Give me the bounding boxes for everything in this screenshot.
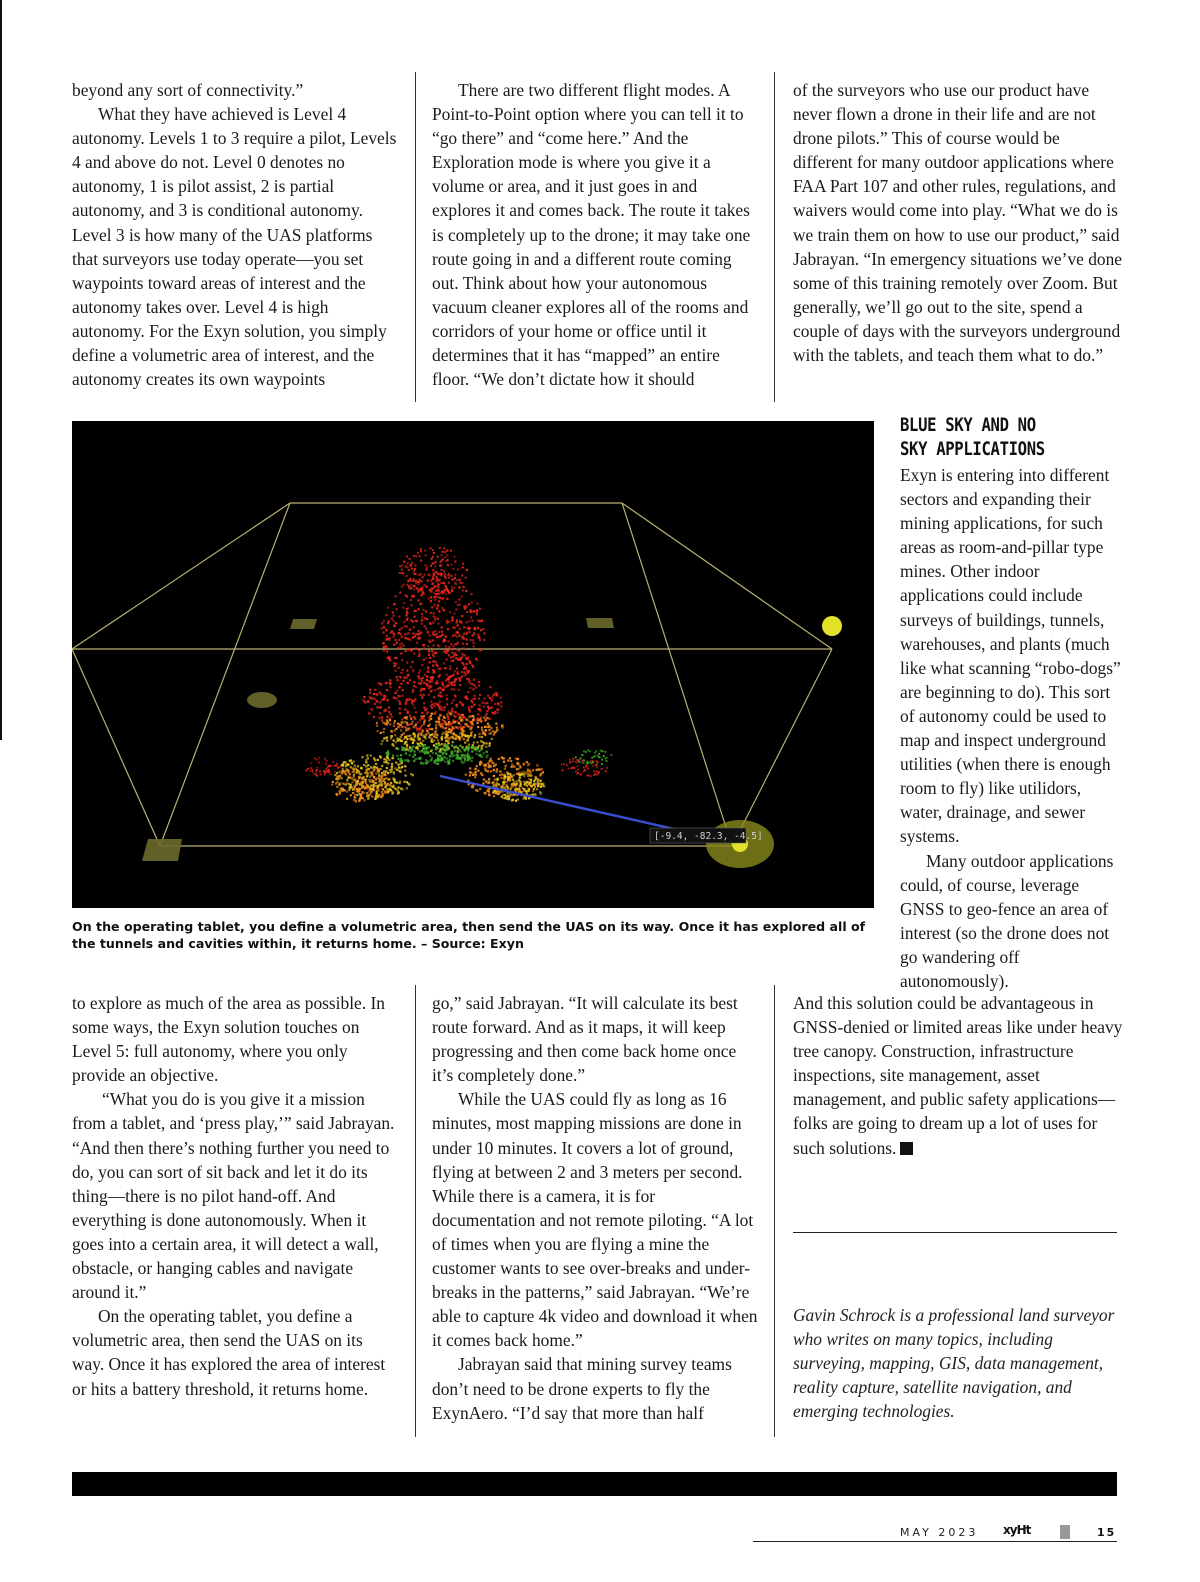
publication-logo: xyHt xyxy=(1003,1523,1031,1537)
coordinate-readout: [-9.4, -82.3, -4.5] xyxy=(654,831,763,842)
paragraph xyxy=(793,991,1123,1160)
section-heading: BLUE SKY AND NO SKY APPLICATIONS xyxy=(900,414,1045,460)
point-cloud-scan xyxy=(305,547,612,803)
home-position-marker xyxy=(706,820,774,868)
article-column-bottom-middle xyxy=(432,991,758,1425)
article-column-bottom-right xyxy=(793,991,1123,1160)
footer-tab-mark xyxy=(1060,1525,1070,1539)
paragraph: Exyn is entering into different sectors and expanding their mining applications, for such areas as room-and-pillar type mines. Other indoor applications could include surveys of buildings, tunnels, warehouses, and plants (much like what scanning “robo-dogs” are beginning to do). This sort of autonomy could be used to map and inspect underground utilities (when there is enough room to fly) like utilidors, water, drainage, and sewer systems. xyxy=(900,465,1121,847)
article-column-side xyxy=(900,463,1122,993)
paragraph: to explore as much of the area as possible. In some ways, the Exyn solution touches on Level 5: full autonomy, where you only provide an objective. xyxy=(72,993,385,1086)
article-column-top-middle xyxy=(432,78,758,391)
footer-bar xyxy=(72,1472,1117,1496)
target-waypoint-marker xyxy=(822,616,842,636)
paragraph: of the surveyors who use our product have never flown a drone in their life and are not drone pilots.” This of course would be different for many outdoor applications where FAA Part 107 and other rules, regulations, and waivers would come into play. “What we do is we train them on how to use our product,” said Jabrayan. “In emergency situations we’ve done some of this training remotely over Zoom. But generally, we’ll go out to the site, spend a couple of days with the surveyors underground with the tablets, and teach them what to do.” xyxy=(793,80,1123,366)
column-divider xyxy=(415,72,416,402)
column-divider xyxy=(774,72,775,402)
end-of-article-mark xyxy=(900,1142,913,1155)
paragraph: “What you do is you give it a mission from a tablet, and ‘press play,’” said Jabrayan. “And then there’s nothing further you need to do, you can sort of sit back and let it do its thing—there is no pilot hand-off. And everything is done autonomously. When it goes into a certain area, it will detect a wall, obstacle, or hanging cables and navigate around it.” xyxy=(72,1089,395,1303)
column-divider xyxy=(415,985,416,1437)
point-cloud-figure xyxy=(72,421,874,908)
page-edge-rule xyxy=(0,0,2,740)
figure-caption: On the operating tablet, you define a volumetric area, then send the UAS on its way. Once it has explored all of the tunnels and cavities within, it returns home. – Source: Exyn xyxy=(72,919,866,951)
paragraph: There are two different flight modes. A Point-to-Point option where you can tell it to “go there” and “come here.” And the Exploration mode is where you give it a volume or area, and it just goes in and explores it and comes back. The route it takes is completely up to the drone; it may take one route going in and a different route coming out. Think about how your autonomous vacuum cleaner explores all of the rooms and corridors of your home or office until it determines that it has “mapped” an entire floor. “We don’t dictate how it should xyxy=(432,80,751,390)
article-column-top-left xyxy=(72,78,397,391)
corner-markers xyxy=(142,618,614,861)
paragraph-text: And this solution could be advantageous in GNSS-denied or limited areas like under heavy tree canopy. Construction, infrastructure inspections, site management, asset management, and public safety applications—folks are going to dream up a lot of uses for such solutions. xyxy=(793,993,1123,1158)
paragraph: While the UAS could fly as long as 16 minutes, most mapping missions are done in under 10 minutes. It covers a lot of ground, flying at between 2 and 3 meters per second. While there is a camera, it is for documentation and not remote piloting. “A lot of times when you are flying a mine the customer wants to see over-breaks and under-breaks in the patterns,” said Jabrayan. “We’re able to capture 4k video and download it when it comes back home.” xyxy=(432,1089,758,1351)
article-column-bottom-left xyxy=(72,991,398,1401)
paragraph: Many outdoor applications could, of course, leverage GNSS to geo-fence an area of interest (so the drone does not go wandering off autonomously). xyxy=(900,850,1114,991)
bio-divider xyxy=(793,1232,1117,1233)
article-column-top-right xyxy=(793,78,1123,367)
author-bio: Gavin Schrock is a professional land surveyor who writes on many topics, including surveying, mapping, GIS, data management, reality capture, satellite navigation, and emerging technologies. xyxy=(793,1305,1115,1422)
paragraph: On the operating tablet, you define a volumetric area, then send the UAS on its way. Once it has explored the area of interest or hits a battery threshold, it returns home. xyxy=(72,1306,386,1399)
paragraph: go,” said Jabrayan. “It will calculate its best route forward. And as it maps, it will keep progressing and then come back home once it’s completely done.” xyxy=(432,993,738,1086)
paragraph: Jabrayan said that mining survey teams don’t need to be drone experts to fly the ExynAero. “I’d say that more than half xyxy=(432,1354,732,1423)
point-cloud-render xyxy=(72,421,874,908)
paragraph: beyond any sort of connectivity.” xyxy=(72,80,304,100)
volumetric-area-box xyxy=(72,503,832,846)
page-number: 15 xyxy=(1097,1526,1117,1539)
footer-rule xyxy=(753,1541,1117,1542)
paragraph: What they have achieved is Level 4 autonomy. Levels 1 to 3 require a pilot, Levels 4 and above do not. Level 0 denotes no autonomy, 1 is pilot assist, 2 is partial autonomy, and 3 is conditional autonomy. Level 3 is how many of the UAS platforms that surveyors use today operate—you set waypoints toward areas of interest and the autonomy takes over. Level 4 is high autonomy. For the Exyn solution, you simply define a volumetric area of interest, and the autonomy creates its own waypoints xyxy=(72,104,397,390)
issue-date: MAY 2023 xyxy=(900,1526,979,1539)
column-divider xyxy=(774,985,775,1437)
